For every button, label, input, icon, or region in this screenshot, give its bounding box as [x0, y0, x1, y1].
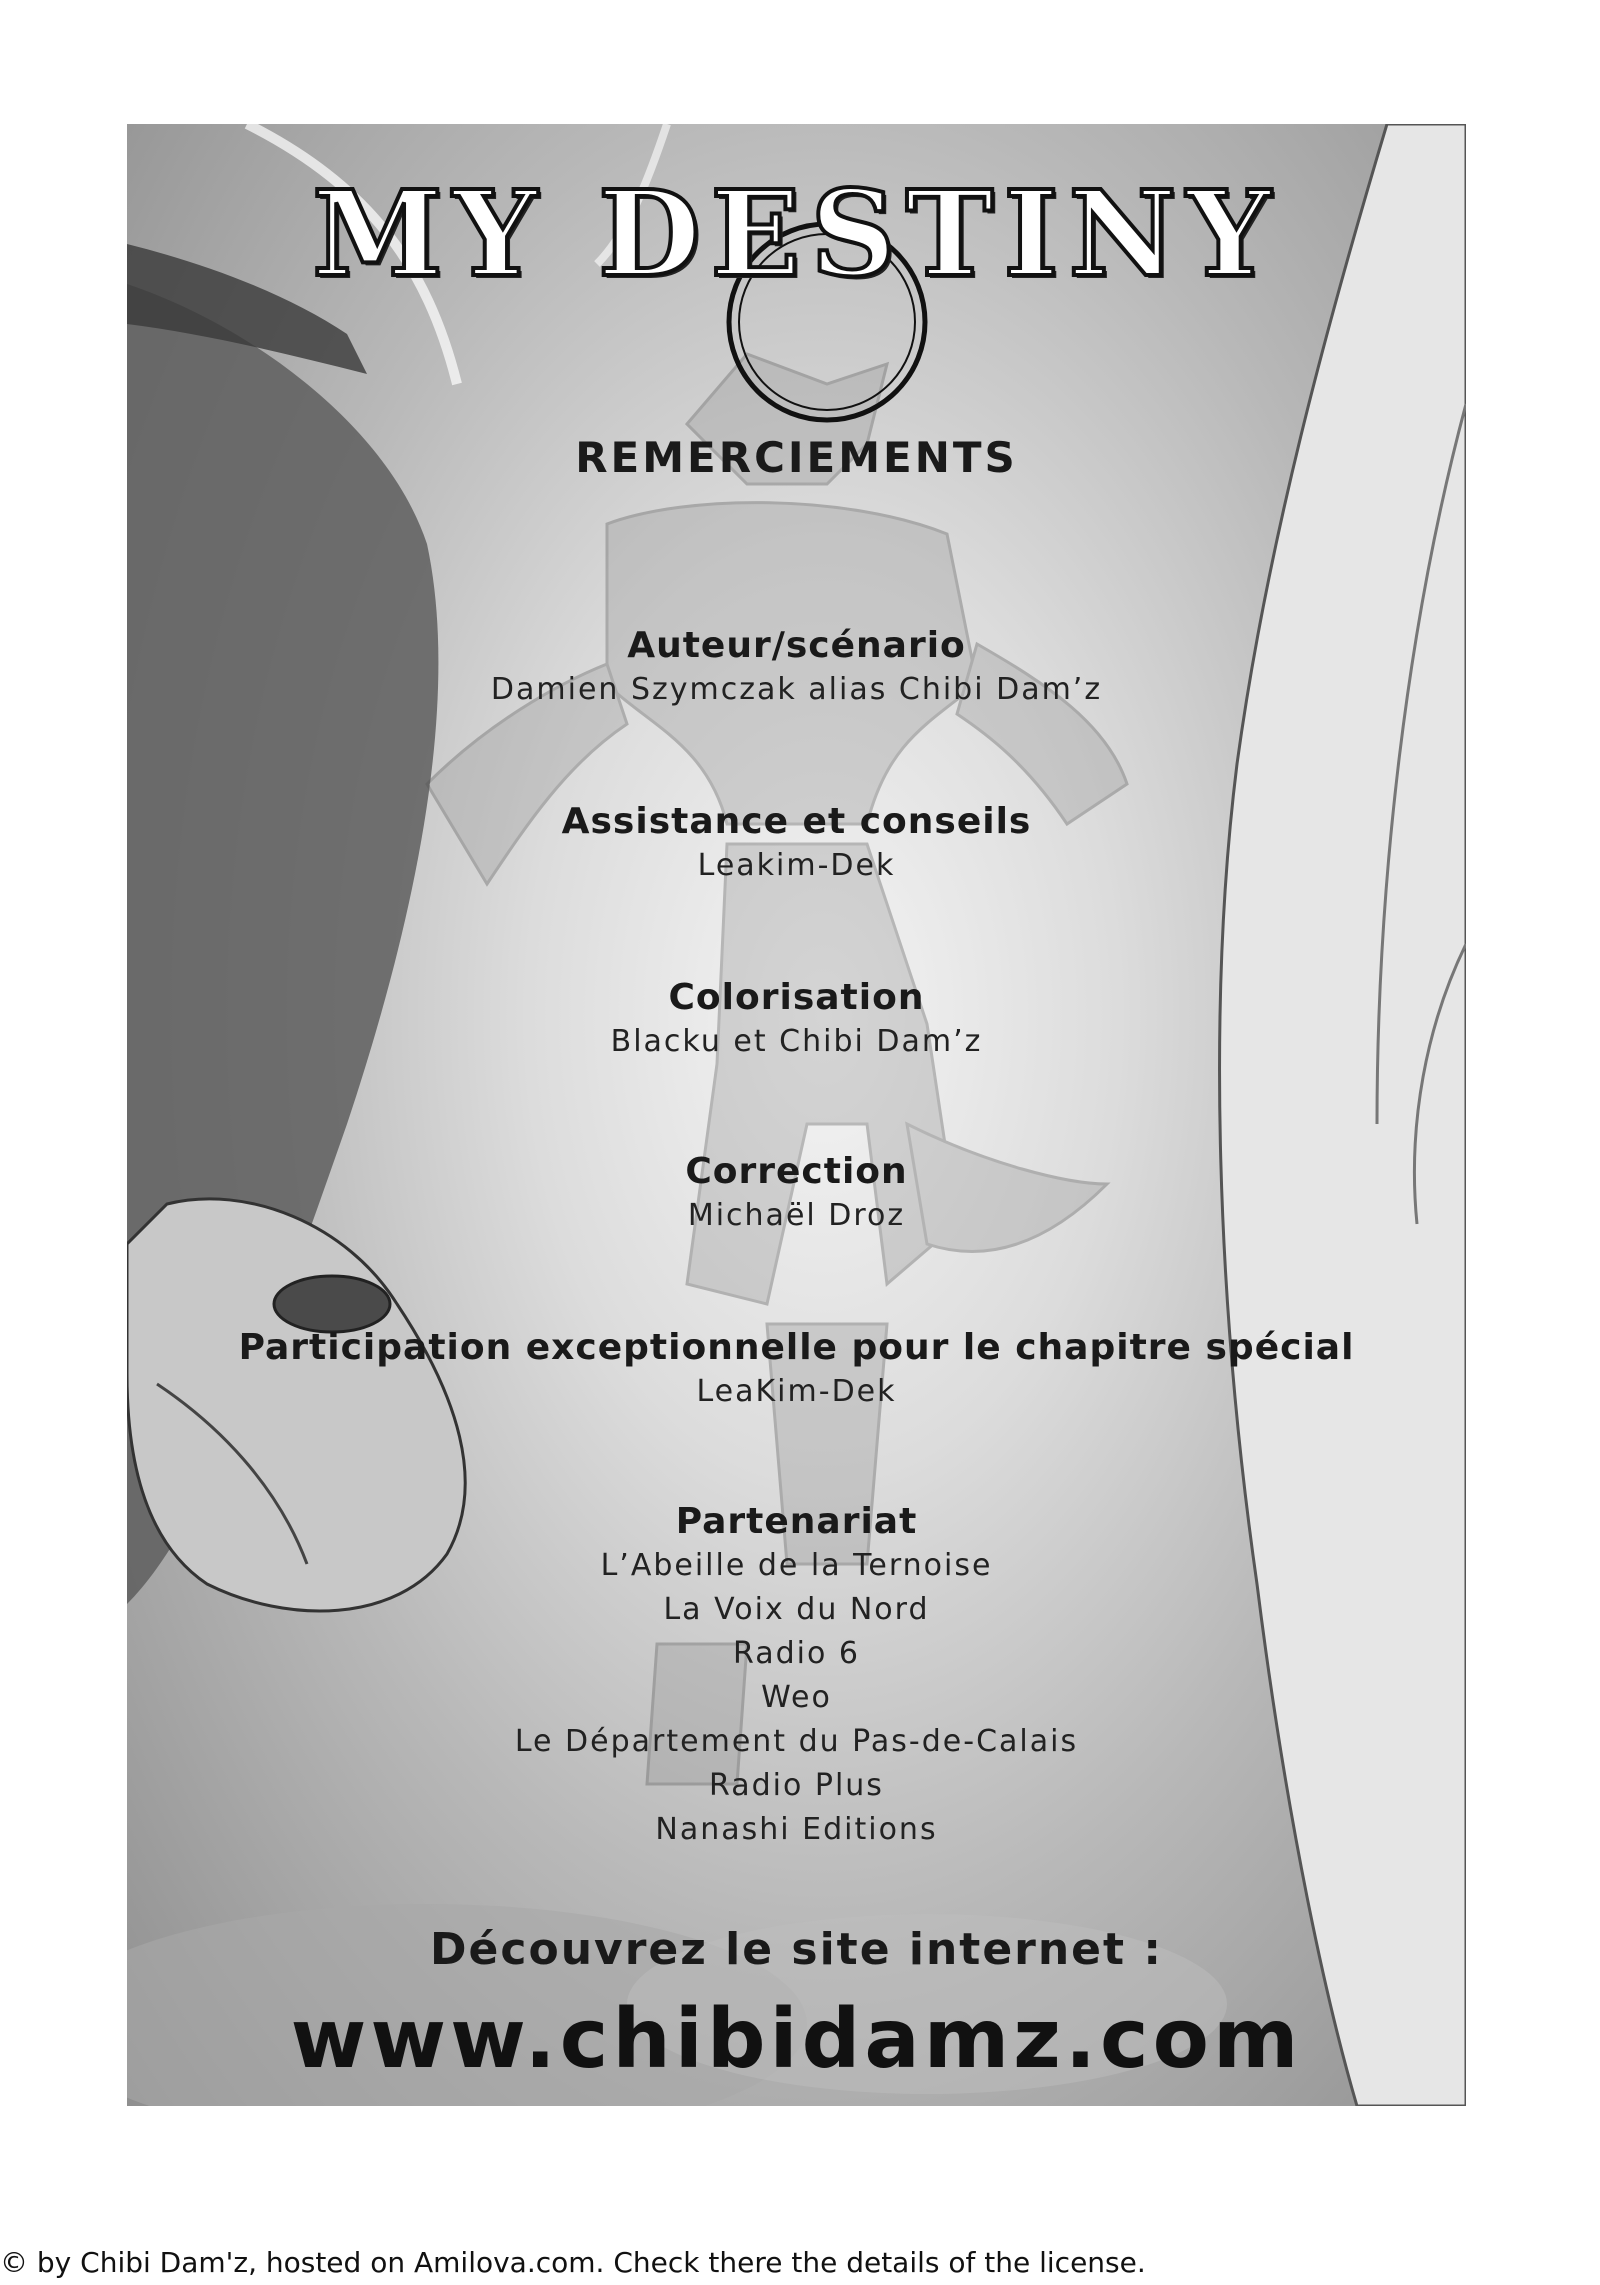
- section-value: Michaël Droz: [687, 1198, 906, 1233]
- website-url[interactable]: www.chibidamz.com: [290, 1992, 1303, 2087]
- partner-item: Nanashi Editions: [655, 1812, 938, 1847]
- section-heading: Assistance et conseils: [561, 801, 1032, 842]
- logo-title: MY DESTINY: [312, 164, 1281, 303]
- section-heading: Auteur/scénario: [627, 625, 966, 666]
- section-heading: Participation exceptionnelle pour le chapitre spécial: [238, 1327, 1355, 1368]
- partner-item: Radio 6: [733, 1636, 860, 1671]
- website-promo: [127, 1924, 1466, 1975]
- section-heading: Colorisation: [668, 977, 925, 1018]
- section-heading: Partenariat: [675, 1501, 918, 1542]
- license-footer: © by Chibi Dam'z, hosted on Amilova.com. Check there the details of the license.: [0, 2246, 1146, 2279]
- section-assistance: [127, 800, 1466, 888]
- website-label: Découvrez le site internet :: [430, 1924, 1163, 1975]
- credits-header: [127, 433, 1466, 482]
- section-heading: Correction: [685, 1151, 908, 1192]
- partner-item: Weo: [761, 1680, 832, 1715]
- section-participation: [127, 1326, 1466, 1414]
- section-value: LeaKim-Dek: [696, 1374, 897, 1409]
- section-partenariat: [127, 1500, 1466, 1852]
- section-value: Damien Szymczak alias Chibi Dam’z: [490, 672, 1103, 707]
- section-auteur: [127, 624, 1466, 712]
- section-correction: [127, 1150, 1466, 1238]
- section-value: Blacku et Chibi Dam’z: [610, 1024, 983, 1059]
- section-value: Leakim-Dek: [697, 848, 896, 883]
- website-url-block: [127, 1992, 1466, 2087]
- section-colorisation: [127, 976, 1466, 1064]
- partner-item: Le Département du Pas-de-Calais: [514, 1724, 1079, 1759]
- partner-item: L’Abeille de la Ternoise: [600, 1548, 993, 1583]
- series-logo: [127, 164, 1466, 303]
- partner-item: Radio Plus: [709, 1768, 884, 1803]
- cover-panel: [127, 124, 1466, 2106]
- partner-item: La Voix du Nord: [663, 1592, 930, 1627]
- credits-title: REMERCIEMENTS: [575, 433, 1018, 482]
